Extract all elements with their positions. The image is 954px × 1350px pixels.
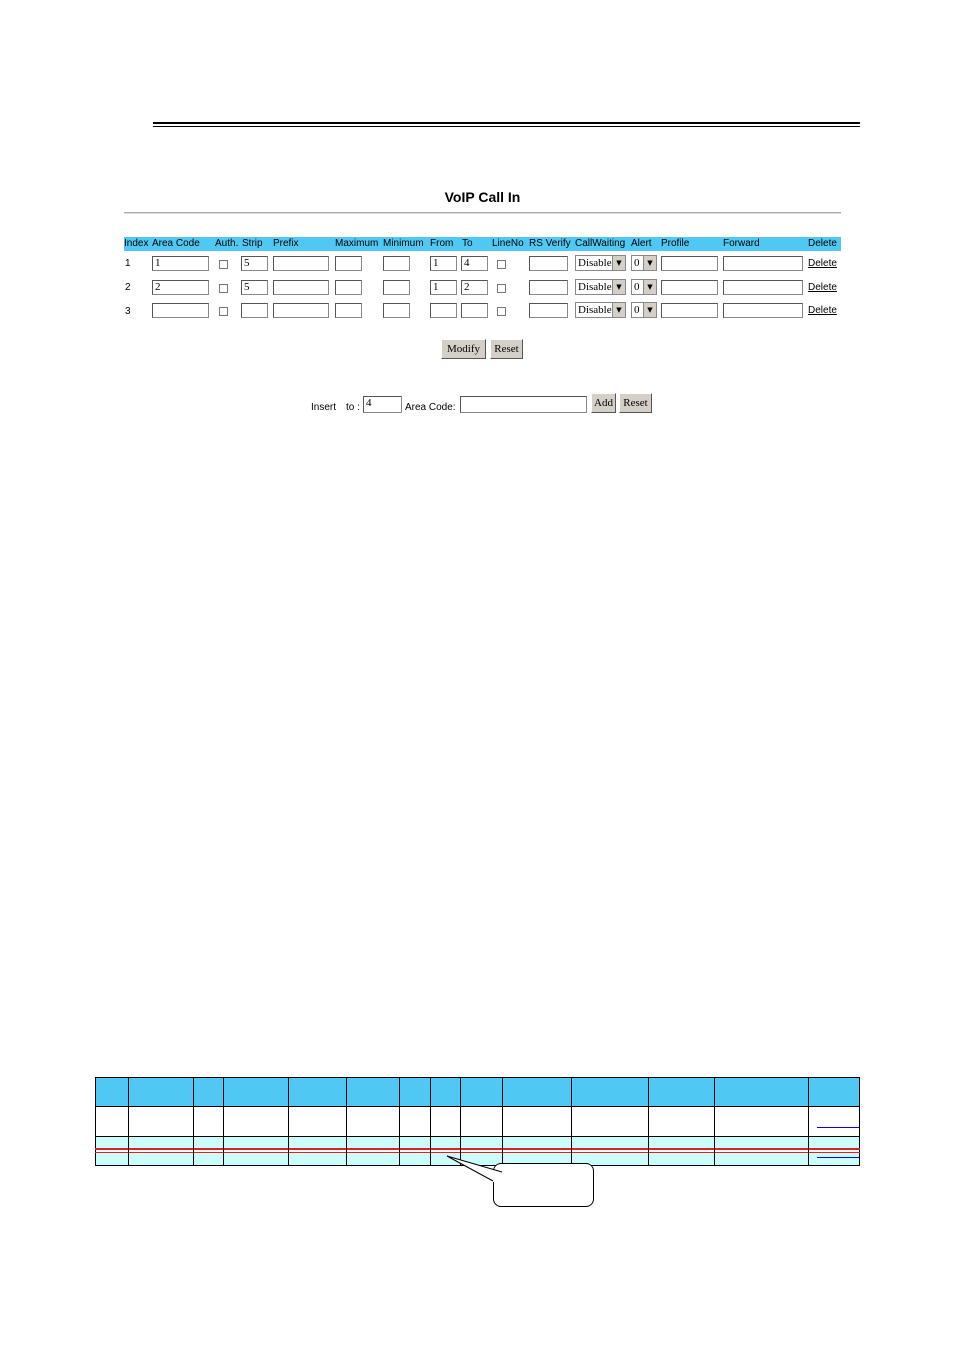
alert-value: 0 [634, 281, 640, 293]
to-input[interactable] [461, 303, 488, 318]
area-code-input[interactable]: 2 [152, 280, 209, 295]
from-input[interactable] [430, 303, 457, 318]
insert-to-label: to : [346, 402, 360, 413]
prefix-input[interactable] [273, 280, 329, 295]
delete-link[interactable]: Delete [808, 282, 837, 293]
header-callwaiting: CallWaiting [575, 238, 626, 249]
col-divider [288, 1077, 289, 1166]
chevron-down-icon: ▼ [643, 280, 656, 294]
alert-value: 0 [634, 257, 640, 269]
delete-link[interactable]: Delete [808, 258, 837, 269]
col-divider [346, 1077, 347, 1166]
header-area-code: Area Code [152, 238, 200, 249]
title-divider [124, 212, 841, 214]
add-button[interactable]: Add [591, 393, 616, 413]
chevron-down-icon: ▼ [643, 303, 656, 317]
to-input[interactable]: 4 [461, 256, 488, 271]
insert-label: Insert [311, 402, 337, 413]
chevron-down-icon: ▼ [643, 256, 656, 270]
rs-verify-input[interactable] [529, 256, 568, 271]
link-underline [817, 1127, 859, 1128]
highlight-line [95, 1152, 860, 1153]
alert-value: 0 [634, 304, 640, 316]
header-delete: Delete [808, 238, 837, 249]
strip-input[interactable] [241, 303, 268, 318]
profile-input[interactable] [661, 303, 718, 318]
to-input[interactable]: 2 [461, 280, 488, 295]
top-rule [153, 122, 860, 124]
header-index: Index [124, 238, 149, 249]
auth-checkbox[interactable] [219, 284, 228, 293]
col-divider [808, 1077, 809, 1166]
row-index: 1 [125, 258, 131, 269]
minimum-input[interactable] [383, 303, 410, 318]
maximum-input[interactable] [335, 280, 362, 295]
col-divider [460, 1077, 461, 1166]
callout-box [493, 1163, 594, 1207]
chevron-down-icon: ▼ [612, 256, 625, 270]
header-auth: Auth. [215, 238, 239, 249]
header-prefix: Prefix [273, 238, 299, 249]
reset-button[interactable]: Reset [490, 339, 523, 359]
insert-reset-button[interactable]: Reset [619, 393, 652, 413]
area-code-input[interactable]: 1 [152, 256, 209, 271]
area-code-input[interactable] [152, 303, 209, 318]
lineno-checkbox[interactable] [497, 260, 506, 269]
alert-select[interactable] [631, 302, 657, 318]
row-index: 2 [125, 282, 131, 293]
alert-select[interactable] [631, 255, 657, 271]
col-divider [571, 1077, 572, 1166]
link-underline [817, 1157, 859, 1158]
auth-checkbox[interactable] [219, 260, 228, 269]
insert-area-code-input[interactable] [460, 396, 587, 413]
prefix-input[interactable] [273, 256, 329, 271]
lineno-checkbox[interactable] [497, 307, 506, 316]
insert-to-input[interactable]: 4 [363, 396, 402, 413]
minimum-input[interactable] [383, 256, 410, 271]
strip-input[interactable]: 5 [241, 256, 268, 271]
modify-button[interactable]: Modify [441, 339, 486, 359]
header-rs-verify: RS Verify [529, 238, 571, 249]
callwaiting-value: Disable [578, 257, 612, 269]
col-divider [193, 1077, 194, 1166]
rs-verify-input[interactable] [529, 303, 568, 318]
header-profile: Profile [661, 238, 690, 249]
header-strip: Strip [242, 238, 263, 249]
forward-input[interactable] [723, 303, 803, 318]
header-forward: Forward [723, 238, 760, 249]
row-index: 3 [125, 306, 131, 317]
header-from: From [430, 238, 454, 249]
forward-input[interactable] [723, 256, 803, 271]
forward-input[interactable] [723, 280, 803, 295]
callwaiting-select[interactable] [575, 302, 626, 318]
header-maximum: Maximum [335, 238, 379, 249]
callwaiting-select[interactable] [575, 255, 626, 271]
area-code-label: Area Code: [405, 402, 456, 413]
profile-input[interactable] [661, 256, 718, 271]
maximum-input[interactable] [335, 256, 362, 271]
callwaiting-value: Disable [578, 304, 612, 316]
col-divider [430, 1077, 431, 1166]
header-lineno: LineNo [492, 238, 524, 249]
callwaiting-value: Disable [578, 281, 612, 293]
col-divider [128, 1077, 129, 1166]
delete-link[interactable]: Delete [808, 305, 837, 316]
col-divider [502, 1077, 503, 1166]
chevron-down-icon: ▼ [612, 280, 625, 294]
row-divider [95, 1106, 860, 1107]
col-divider [648, 1077, 649, 1166]
prefix-input[interactable] [273, 303, 329, 318]
col-divider [714, 1077, 715, 1166]
minimum-input[interactable] [383, 280, 410, 295]
alert-select[interactable] [631, 279, 657, 295]
header-alert: Alert [631, 238, 652, 249]
from-input[interactable]: 1 [430, 280, 457, 295]
auth-checkbox[interactable] [219, 307, 228, 316]
chevron-down-icon: ▼ [612, 303, 625, 317]
highlight-line [95, 1148, 860, 1150]
callwaiting-select[interactable] [575, 279, 626, 295]
strip-input[interactable]: 5 [241, 280, 268, 295]
col-divider [399, 1077, 400, 1166]
top-rule-thin [153, 126, 860, 127]
col-divider [223, 1077, 224, 1166]
lineno-checkbox[interactable] [497, 284, 506, 293]
header-minimum: Minimum [383, 238, 424, 249]
rs-verify-input[interactable] [529, 280, 568, 295]
row-divider [95, 1136, 860, 1137]
profile-input[interactable] [661, 280, 718, 295]
from-input[interactable]: 1 [430, 256, 457, 271]
maximum-input[interactable] [335, 303, 362, 318]
header-to: To [462, 238, 473, 249]
page-title: VoIP Call In [444, 189, 521, 205]
